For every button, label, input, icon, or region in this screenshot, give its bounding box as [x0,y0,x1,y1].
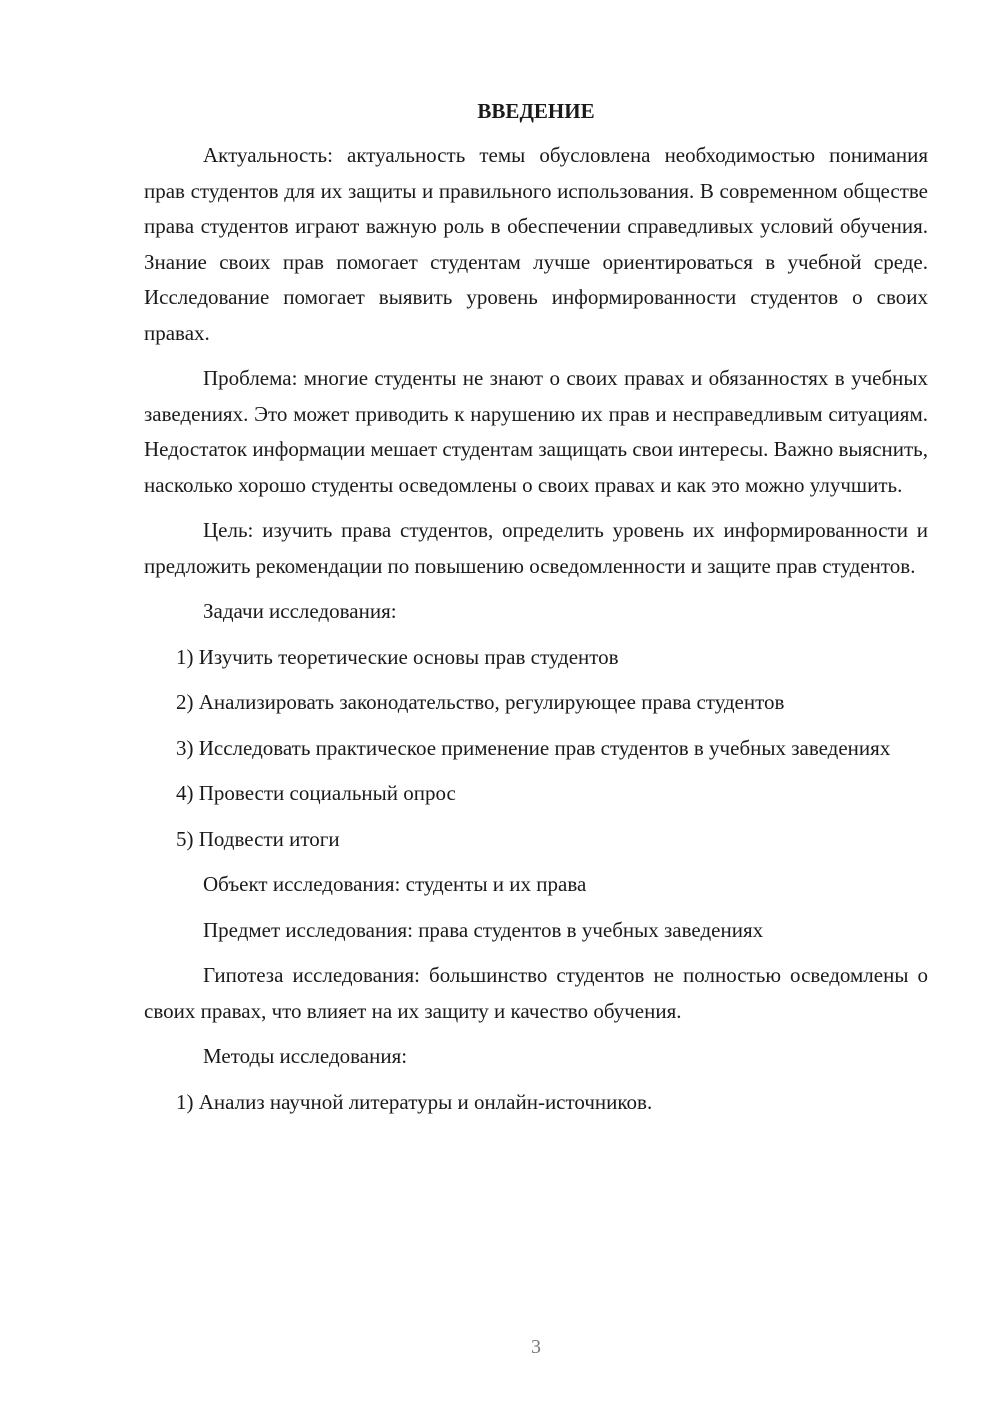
task-item-2: 2) Анализировать законодательство, регулирующее права студентов [176,690,785,714]
paragraph-subject: Предмет исследования: права студентов в учебных заведениях [203,917,764,942]
paragraph-goal: Цель: изучить права студентов, определить уровень их информированности и предложить рекомендации по повышению осведомленности и защите прав студентов. [144,518,928,578]
page-number: 3 [531,1336,541,1358]
task-item-4: 4) Провести социальный опрос [176,781,456,805]
paragraph-relevance: Актуальность: актуальность темы обусловлена необходимостью понимания прав студентов для их защиты и правильного использования. В современном обществе права студентов играют важную роль в обеспечении справедливых условий обучения. Знание своих прав помогает студентам лучше ориентироваться в учебной среде. Исследование помогает выявить уровень информированности студентов о своих правах. [144,143,928,345]
task-item-3: 3) Исследовать практическое применение прав студентов в учебных заведениях [176,735,891,760]
tasks-heading: Задачи исследования: [203,599,397,623]
page-title: ВВЕДЕНИЕ [477,99,595,123]
document-page [144,96,928,1130]
paragraph-object: Объект исследования: студенты и их права [203,872,587,896]
paragraph-hypothesis: Гипотеза исследования: большинство студентов не полностью осведомлены о своих правах, что влияет на их защиту и качество обучения. [144,963,928,1023]
method-item-1: 1) Анализ научной литературы и онлайн-источников. [176,1089,653,1114]
task-item-1: 1) Изучить теоретические основы прав студентов [176,644,619,669]
methods-heading: Методы исследования: [203,1044,408,1068]
task-item-5: 5) Подвести итоги [176,826,340,851]
paragraph-problem: Проблема: многие студенты не знают о своих правах и обязанностях в учебных заведениях. Это может приводить к нарушению их прав и несправедливым ситуациям. Недостаток информации мешает студентам защищать свои интересы. Важно выяснить, насколько хорошо студенты осведомлены о своих правах и как это можно улучшить. [144,366,928,497]
